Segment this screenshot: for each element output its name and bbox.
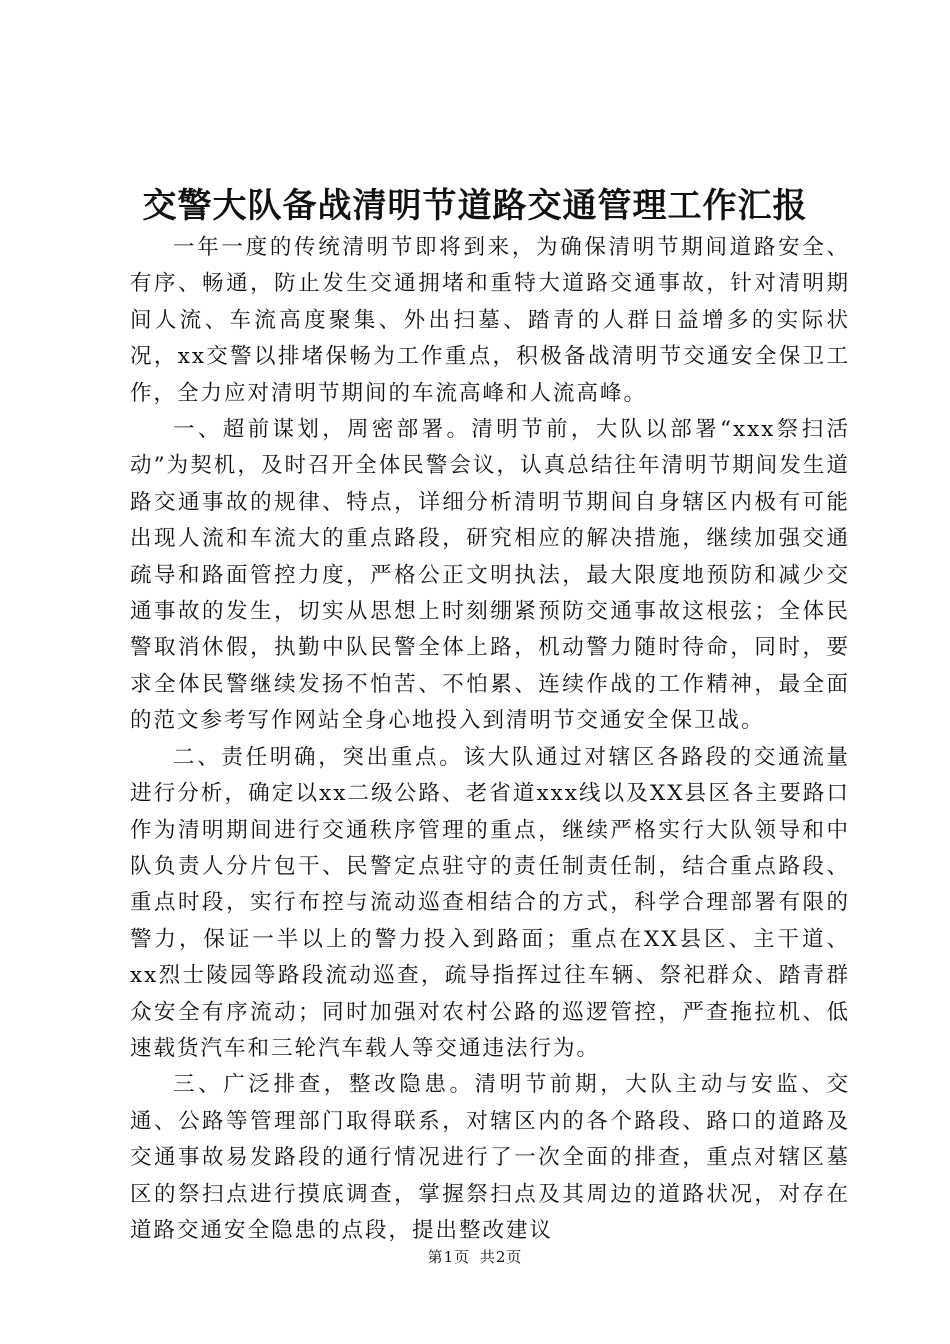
paragraph-section-2: 二、责任明确，突出重点。该大队通过对辖区各路段的交通流量进行分析，确定以xx二级公路、老省道xxx线以及XX县区各主要路口作为清明期间进行交通秩序管理的重点，继续严格实行大队领导和中队负责人分片包干、民警定点驻守的责任制责任制，结合重点路段、重点时段，实行布控与流动巡查相结合的方式，科学合理部署有限的警力，保证一半以上的警力投入到路面；重点在XX县区、主干道、xx烈士陵园等路段流动巡查，疏导指挥过往车辆、祭祀群众、踏青群众安全有序流动；同时加强对农村公路的巡逻管控，严查拖拉机、低速载货汽车和三轮汽车载人等交通违法行为。: [130, 744, 850, 1061]
page-footer: [0, 1246, 950, 1267]
document-title: 交警大队备战清明节道路交通管理工作汇报: [142, 186, 808, 226]
paragraph-intro: 一年一度的传统清明节即将到来，为确保清明节期间道路安全、有序、畅通，防止发生交通拥堵和重特大道路交通事故，针对清明期间人流、车流高度聚集、外出扫墓、踏青的人群日益增多的实际状况，xx交警以排堵保畅为工作重点，积极备战清明节交通安全保卫工作，全力应对清明节期间的车流高峰和人流高峰。: [130, 235, 850, 406]
page-total: 共2页: [479, 1248, 523, 1266]
document-body: [130, 230, 850, 1249]
page-number: 第1页: [427, 1248, 471, 1266]
paragraph-section-1: 一、超前谋划，周密部署。清明节前，大队以部署“xxx祭扫活动”为契机，及时召开全体民警会议，认真总结往年清明节期间发生道路交通事故的规律、特点，详细分析清明节期间自身辖区内极有可能出现人流和车流大的重点路段，研究相应的解决措施，继续加强交通疏导和路面管控力度，严格公正文明执法，最大限度地预防和减少交通事故的发生，切实从思想上时刻绷紧预防交通事故这根弦；全体民警取消休假，执勤中队民警全体上路，机动警力随时待命，同时，要求全体民警继续发扬不怕苦、不怕累、连续作战的工作精神，最全面的范文参考写作网站全身心地投入到清明节交通安全保卫战。: [130, 417, 850, 734]
paragraph-section-3: 三、广泛排查，整改隐患。清明节前期，大队主动与安监、交通、公路等管理部门取得联系，对辖区内的各个路段、路口的道路及交通事故易发路段的通行情况进行了一次全面的排查，重点对辖区墓区的祭扫点进行摸底调查，掌握祭扫点及其周边的道路状况，对存在道路交通安全隐患的点段，提出整改建议: [130, 1072, 850, 1243]
